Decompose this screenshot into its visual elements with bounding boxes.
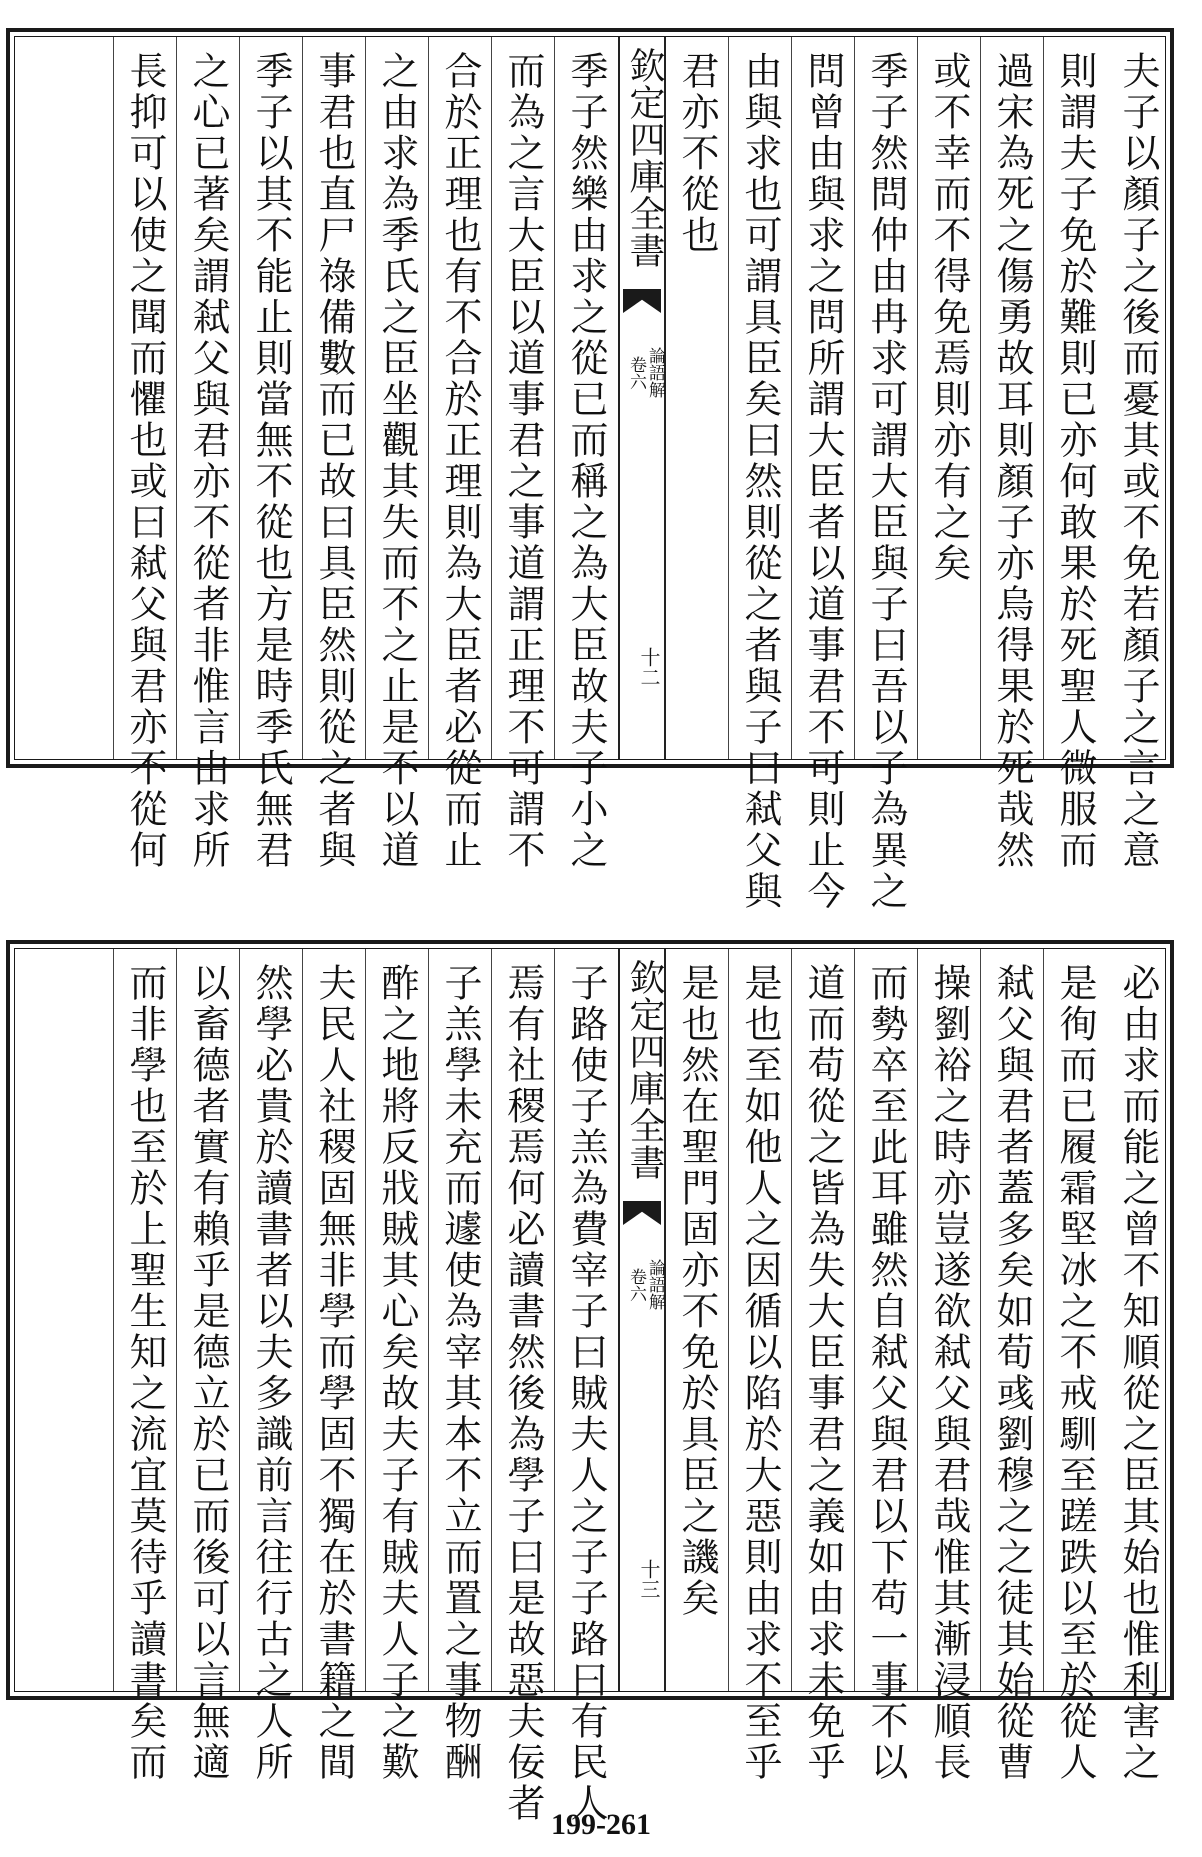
text-column: 焉有社稷焉何必讀書然後為學子曰是故惡夫佞者	[491, 949, 554, 1691]
text-column: 由與求也可謂具臣矣曰然則從之者與子曰弒父與	[728, 37, 791, 759]
center-title: 欽定四庫全書	[624, 959, 665, 1181]
text-column: 子路使子羔為費宰子曰賊夫人之子子路曰有民人	[554, 949, 617, 1691]
center-fold	[618, 949, 666, 1691]
text-column: 季子以其不能止則當無不從也方是時季氏無君	[239, 37, 302, 759]
center-title: 欽定四庫全書	[624, 47, 665, 269]
center-book-info	[620, 1259, 664, 1310]
text-column: 合於正理也有不合於正理則為大臣者必從而止	[428, 37, 491, 759]
text-column: 君亦不從也	[665, 37, 728, 759]
text-column: 是也至如他人之因循以陷於大惡則由求不至乎	[728, 949, 791, 1691]
text-column: 季子然問仲由冉求可謂大臣與子曰吾以子為異之	[854, 37, 917, 759]
folio-number: 十二	[637, 647, 661, 687]
text-column: 長抑可以使之聞而懼也或曰弒父與君亦不從何	[113, 37, 176, 759]
text-column: 夫民人社稷固無非學而學固不獨在於書籍之間	[302, 949, 365, 1691]
text-column: 酢之地將反戕賊其心矣故夫子有賊夫人子之歎	[365, 949, 428, 1691]
text-column: 之心已著矣謂弒父與君亦不從者非惟言由求所	[176, 37, 239, 759]
page-frame	[14, 948, 1166, 1824]
text-column: 則謂夫子免於難則已亦何敢果於死聖人微服而	[1043, 37, 1106, 759]
fish-tail-mark	[623, 1201, 661, 1225]
text-column: 夫子以顏子之後而憂其或不免若顏子之言之意	[1116, 51, 1160, 871]
text-column: 弒父與君者蓋多矣如荀彧劉穆之之徒其始從曹	[980, 949, 1043, 1691]
footer-page-number: 199-261	[551, 1808, 651, 1841]
folio-number: 十三	[637, 1559, 661, 1599]
text-column: 道而苟從之皆為失大臣事君之義如由求未免乎	[791, 949, 854, 1691]
text-column: 事君也直尸祿備數而已故曰具臣然則從之者與	[302, 37, 365, 759]
text-column: 是也然在聖門固亦不免於具臣之譏矣	[665, 949, 728, 1691]
page-top	[6, 28, 1174, 912]
text-column: 以畜德者實有賴乎是德立於已而後可以言無適	[176, 949, 239, 1691]
book-title: 論語解	[645, 1259, 665, 1310]
text-column: 然學必貴於讀書者以夫多識前言往行古之人所	[239, 949, 302, 1691]
text-column: 或不幸而不得免焉則亦有之矣	[917, 37, 980, 759]
text-column: 而非學也至於上聖生知之流宜莫待乎讀書矣而	[113, 949, 176, 1691]
center-book-info	[620, 347, 664, 398]
text-column: 是徇而已履霜堅冰之不戒馴至蹉跌以至於從人	[1043, 949, 1106, 1691]
text-column: 問曾由與求之問所謂大臣者以道事君不可則止今	[791, 37, 854, 759]
volume-number: 卷六	[626, 355, 646, 390]
book-title: 論語解	[645, 347, 665, 398]
page-bottom	[6, 940, 1174, 1824]
text-column: 而為之言大臣以道事君之事道謂正理不可謂不	[491, 37, 554, 759]
page-frame	[14, 36, 1166, 912]
center-fold	[618, 37, 666, 759]
text-column: 而勢卒至此耳雖然自弒父與君以下苟一事不以	[854, 949, 917, 1691]
text-column: 子羔學未充而遽使為宰其本不立而置之事物酬	[428, 949, 491, 1691]
text-column: 操劉裕之時亦豈遂欲弒父與君哉惟其漸浸順長	[917, 949, 980, 1691]
text-column: 之由求為季氏之臣坐觀其失而不之止是不以道	[365, 37, 428, 759]
volume-number: 卷六	[626, 1267, 646, 1302]
text-column: 必由求而能之曾不知順從之臣其始也惟利害之	[1116, 963, 1160, 1783]
text-column: 季子然樂由求之從已而稱之為大臣故夫子小之	[554, 37, 617, 759]
fish-tail-mark	[623, 289, 661, 313]
text-column: 過宋為死之傷勇故耳則顏子亦烏得果於死哉然	[980, 37, 1043, 759]
